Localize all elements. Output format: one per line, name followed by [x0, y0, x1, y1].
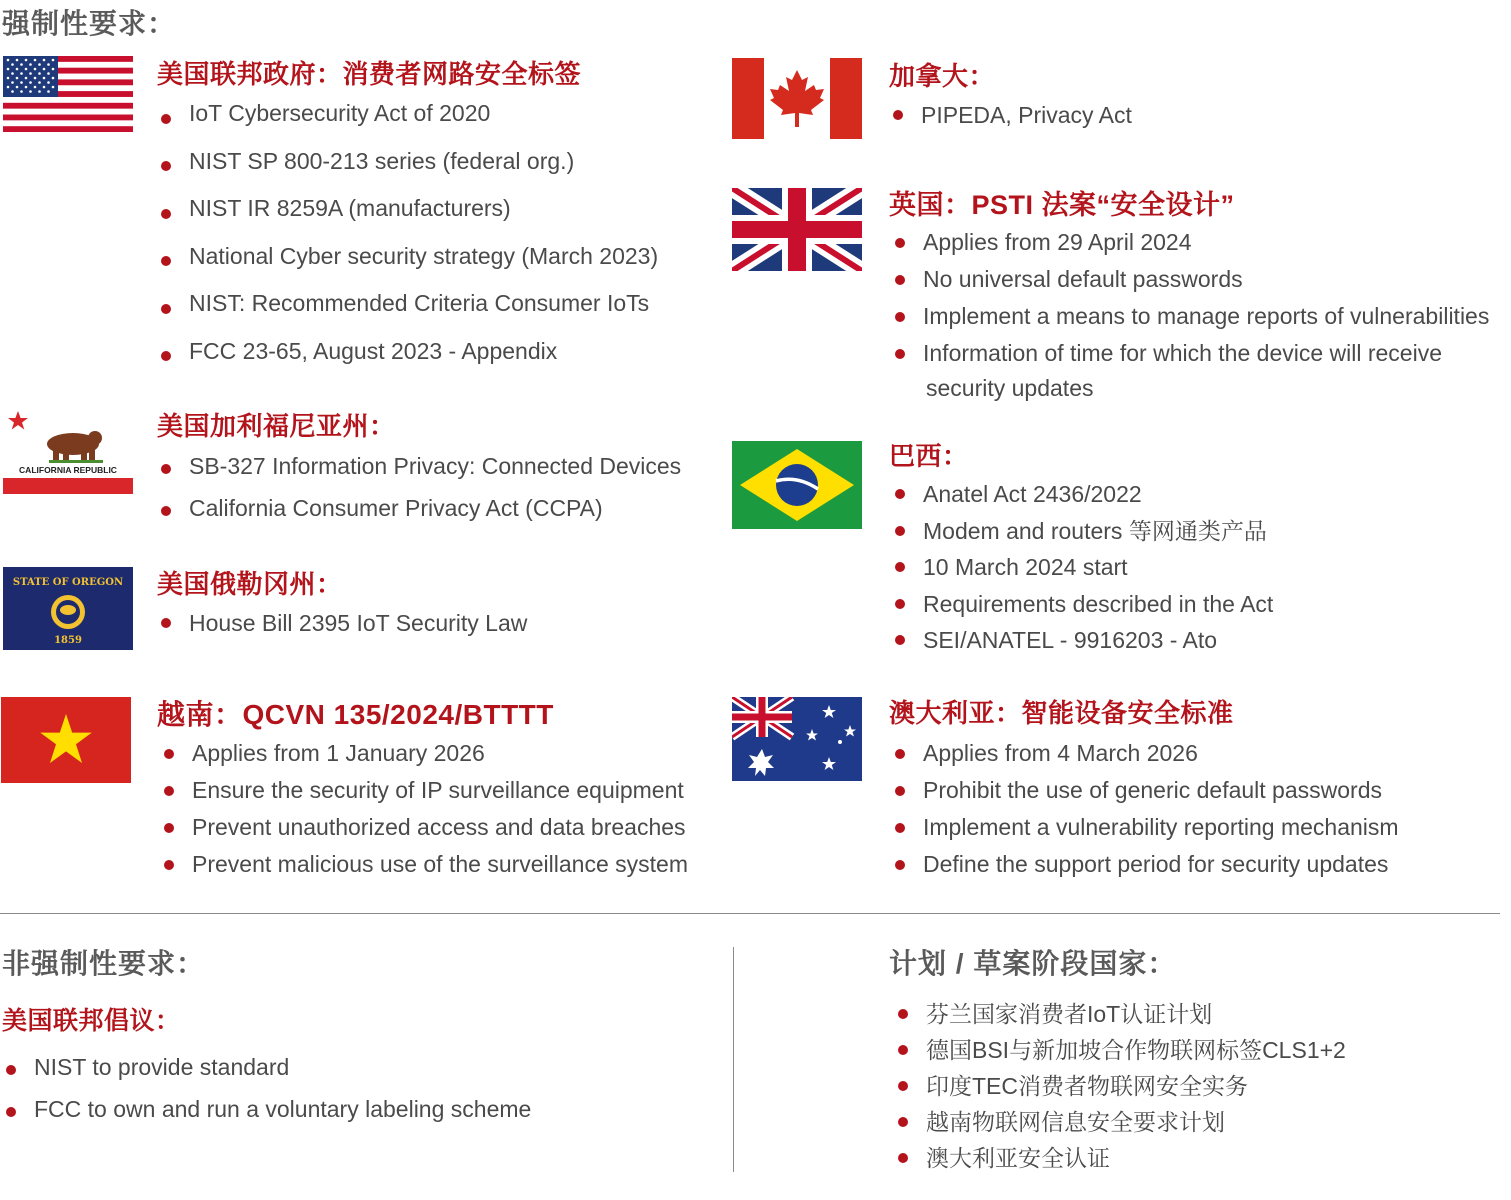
brazil-list — [891, 476, 1273, 659]
list-item: NIST to provide standard — [2, 1049, 531, 1091]
list-item: Implement a vulnerability reporting mechanism — [891, 809, 1399, 846]
list-item: 澳大利亚安全认证 — [894, 1140, 1346, 1176]
list-item: IoT Cybersecurity Act of 2020 — [157, 95, 658, 143]
list-item: California Consumer Privacy Act (CCPA) — [157, 490, 681, 532]
list-item: Define the support period for security updates — [891, 846, 1399, 883]
planned-title: 计划 / 草案阶段国家： — [889, 948, 1177, 979]
list-item: FCC 23-65, August 2023 - Appendix — [157, 333, 658, 381]
list-item: 10 March 2024 start — [891, 549, 1273, 586]
vietnam-flag-icon — [1, 697, 131, 783]
list-item: 印度TEC消费者物联网安全实务 — [894, 1068, 1346, 1104]
uk-heading: 英国：PSTI 法案“安全设计” — [889, 190, 1235, 220]
oregon-flag-text-top: STATE OF OREGON — [12, 577, 124, 588]
list-item: Anatel Act 2436/2022 — [891, 476, 1273, 513]
list-item: 芬兰国家消费者IoT认证计划 — [894, 996, 1346, 1032]
list-item: Modem and routers 等网通类产品 — [891, 513, 1273, 550]
california-list — [157, 448, 681, 532]
canada-heading: 加拿大： — [889, 61, 996, 91]
canada-flag-icon — [732, 58, 862, 139]
list-item: National Cyber security strategy (March 2023) — [157, 238, 658, 286]
us-federal-list — [157, 95, 658, 380]
list-item: Applies from 1 January 2026 — [160, 735, 688, 772]
planned-list — [894, 996, 1346, 1176]
list-item: NIST IR 8259A (manufacturers) — [157, 190, 658, 238]
us-federal-heading: 美国联邦政府：消费者网路安全标签 — [157, 59, 582, 89]
oregon-flag-icon — [3, 567, 133, 650]
list-item: Prevent unauthorized access and data breaches — [160, 809, 688, 846]
uk-list — [891, 224, 1489, 372]
australia-heading: 澳大利亚：智能设备安全标准 — [889, 698, 1234, 728]
list-item: Information of time for which the device will receive — [891, 335, 1489, 372]
list-item: Applies from 4 March 2026 — [891, 735, 1399, 772]
voluntary-title: 非强制性要求： — [2, 948, 206, 979]
california-flag-text: CALIFORNIA REPUBLIC — [19, 465, 117, 475]
list-item: Prevent malicious use of the surveillance system — [160, 846, 688, 883]
uk-list-continuation: security updates — [926, 375, 1094, 401]
brazil-flag-icon — [732, 441, 862, 529]
oregon-flag-text-bottom: 1859 — [54, 635, 82, 646]
oregon-heading: 美国俄勒冈州： — [157, 569, 343, 599]
list-item: 德国BSI与新加坡合作物联网标签CLS1+2 — [894, 1032, 1346, 1068]
list-item: Implement a means to manage reports of vulnerabilities — [891, 298, 1489, 335]
australia-list — [891, 735, 1399, 883]
australia-flag-icon — [732, 697, 862, 781]
usa-flag-icon — [3, 56, 133, 132]
vietnam-heading: 越南：QCVN 135/2024/BTTTT — [157, 699, 554, 730]
california-heading: 美国加利福尼亚州： — [157, 411, 396, 441]
horizontal-divider — [0, 913, 1500, 914]
us-initiative-heading: 美国联邦倡议： — [2, 1007, 181, 1035]
list-item: No universal default passwords — [891, 261, 1489, 298]
list-item: SB-327 Information Privacy: Connected Devices — [157, 448, 681, 490]
list-item: SEI/ANATEL - 9916203 - Ato — [891, 622, 1273, 659]
list-item: NIST SP 800-213 series (federal org.) — [157, 143, 658, 191]
list-item: 越南物联网信息安全要求计划 — [894, 1104, 1346, 1140]
vietnam-list — [160, 735, 688, 883]
list-item: Ensure the security of IP surveillance equipment — [160, 772, 688, 809]
us-initiative-list — [2, 1049, 531, 1133]
mandatory-title: 强制性要求： — [2, 8, 177, 39]
list-item: PIPEDA, Privacy Act — [889, 97, 1132, 133]
list-item: Requirements described in the Act — [891, 586, 1273, 623]
list-item: House Bill 2395 IoT Security Law — [157, 605, 527, 641]
list-item: NIST: Recommended Criteria Consumer IoTs — [157, 285, 658, 333]
canada-list — [889, 97, 1132, 133]
list-item: Prohibit the use of generic default passwords — [891, 772, 1399, 809]
vertical-divider — [733, 947, 734, 1172]
list-item: Applies from 29 April 2024 — [891, 224, 1489, 261]
oregon-list — [157, 605, 527, 641]
uk-flag-icon — [732, 188, 862, 271]
california-flag-icon — [3, 408, 133, 494]
brazil-heading: 巴西： — [889, 441, 969, 471]
list-item: FCC to own and run a voluntary labeling scheme — [2, 1091, 531, 1133]
